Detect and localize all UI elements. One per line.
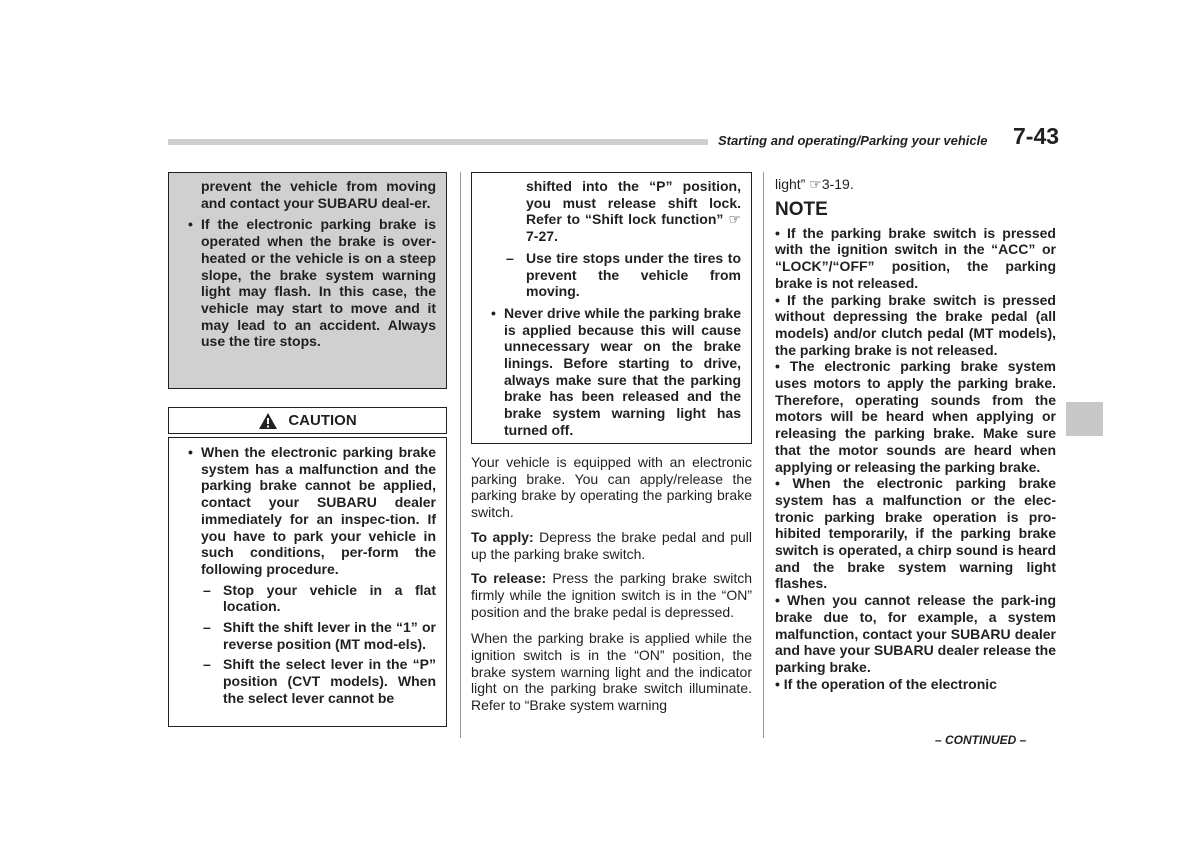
caution-heading-text: CAUTION: [288, 412, 357, 429]
reference-icon: ☞: [728, 211, 742, 228]
caution-step: – Shift the select lever in the “P” position (CVT models). When the select lever cannot be: [201, 656, 436, 706]
note-item: • When the electronic parking brake system has a malfunction or the elec-tronic parking brake operation is pro-hibited temporarily, if the parking brake switch is operated, a chirp sound is heard and the brake system warning light flashes.: [775, 475, 1056, 592]
column-divider: [763, 172, 764, 738]
chapter-tab: [1066, 402, 1103, 436]
apply-text: Depress the brake pedal and pull up the parking brake switch.: [471, 528, 753, 562]
continued-label: – CONTINUED –: [935, 733, 1027, 747]
header-rule: [168, 139, 708, 145]
warning-triangle-icon: [258, 412, 278, 430]
caution-bullet: • When the electronic parking brake system has a malfunction and the parking brake cannot be applied, contact your SUBARU dealer immediately for an inspec-tion. If you have to park your vehicle in such conditions, per-form the following procedure.: [179, 444, 436, 578]
apply-label: To apply:: [471, 528, 534, 545]
apply-paragraph: [471, 529, 752, 562]
right-column: [775, 176, 1056, 692]
caution-continued-text: [526, 178, 741, 245]
caution-continued-text-a: shifted into the “P” position, you must release shift lock. Refer to “Shift lock function”: [526, 178, 741, 228]
caution-bullet: • Never drive while the parking brake is applied because this will cause unnecessary wear on the brake linings. Before starting to drive, always make sure that the parking brake has been released and the brake system warning light has turned off.: [482, 305, 741, 439]
caution-heading: [168, 407, 447, 434]
reference-icon: ☞: [809, 176, 822, 192]
note-item: • If the operation of the electronic: [775, 675, 997, 692]
page-reference: 7-27.: [526, 228, 558, 245]
warning-box-continued: [168, 172, 447, 389]
warning-bullet: • If the electronic parking brake is operated when the brake is over-heated or the vehicle is on a steep slope, the brake system warning light may flash. In this case, the vehicle may start to move and it may lead to an accident. Always use the tire stops.: [179, 216, 436, 350]
column-divider: [460, 172, 461, 738]
note-heading: NOTE: [775, 198, 828, 220]
middle-body: [471, 454, 752, 722]
intro-paragraph: Your vehicle is equipped with an electronic parking brake. You can apply/release the parking brake by operating the parking brake switch.: [471, 454, 752, 521]
caution-box-continued: [471, 172, 752, 444]
continued-reference: [775, 176, 1056, 193]
note-item: • When you cannot release the park-ing brake due to, for example, a system malfunction, contact your SUBARU dealer and have your SUBARU dealer release the parking brake.: [775, 592, 1057, 675]
caution-step: – Shift the shift lever in the “1” or reverse position (MT mod-els).: [201, 619, 436, 652]
warning-light-paragraph: When the parking brake is applied while the ignition switch is in the “ON” position, the brake system warning light and the indicator light on the parking brake switch illuminate. Refer to “Brake system warning: [471, 630, 752, 714]
caution-box: [168, 437, 447, 727]
caution-step: – Use tire stops under the tires to prevent the vehicle from moving.: [504, 250, 741, 300]
note-item: • If the parking brake switch is pressed with the ignition switch in the “ACC” or “LOCK”/“OFF” position, the parking brake is not released.: [775, 224, 1056, 291]
section-title: Starting and operating/Parking your vehicle: [718, 133, 988, 148]
caution-step: – Stop your vehicle in a flat location.: [201, 582, 436, 615]
note-item: • If the parking brake switch is pressed without depressing the brake pedal (all models) and/or clutch pedal (MT models), the parking brake is not released.: [775, 291, 1056, 358]
release-paragraph: [471, 570, 752, 620]
page-reference: 3-19.: [821, 176, 854, 192]
release-label: To release:: [471, 570, 547, 587]
note-item: • The electronic parking brake system uses motors to apply the parking brake. Therefore, operating sounds from the motors will be heard when applying or releasing the parking brake. Make sure that the motor sounds are heard when applying or releasing the parking brake.: [775, 358, 1057, 475]
page-number: 7-43: [1013, 123, 1060, 149]
warning-text: prevent the vehicle from moving and contact your SUBARU deal-er.: [201, 178, 436, 211]
release-text: Press the parking brake switch firmly while the ignition switch is in the “ON” position and the brake pedal is depressed.: [471, 570, 753, 620]
continued-text: light”: [775, 176, 806, 192]
